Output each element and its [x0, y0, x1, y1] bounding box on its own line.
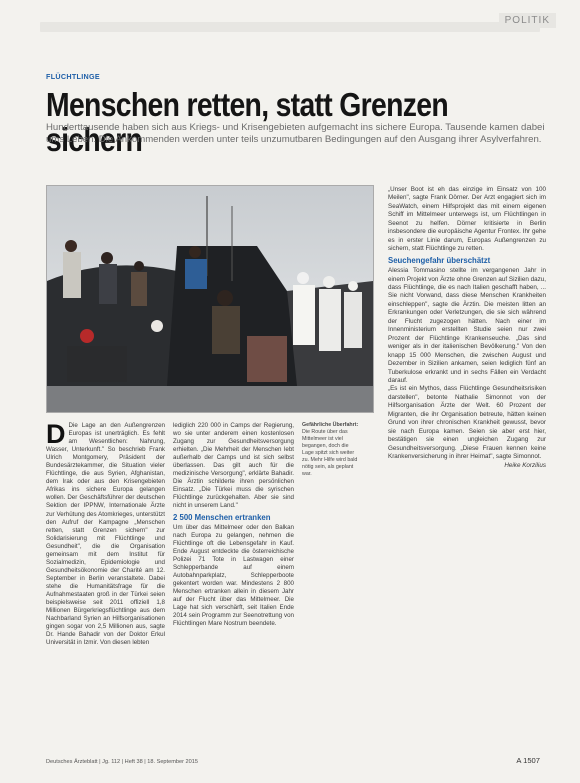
- column-2-subhead: 2 500 Menschen ertranken: [173, 512, 271, 522]
- byline: Heike Korzilius: [504, 461, 546, 469]
- top-bar: [40, 22, 540, 32]
- kicker: FLÜCHTLINGE: [46, 72, 101, 81]
- column-2: [173, 422, 294, 628]
- column-3-para-2: Alessia Tommasino stellte im vergangenen Jahr in einem Projekt von Ärzte ohne Grenzen auf Sizilien dazu, dass Flüchtlinge, die es nach Italien geschafft haben, ... Sie nicht Vorwand, dass diese Menschen Krankheiten einschleppen", sagte die Ärztin. Die meisten litten an Erkrankungen oder Verletzungen, die sie sich während der Flucht zugezogen hätten. Nach einer im Innenministerium erstellten Studie seien nur zwei Prozent der Flüchtlinge Krankenseuche. „Das sind weniger als in der italienischen Bevölkerung." Von den knapp 15 000 Menschen, die zwischen August und Dezember in Sizilien ankamen, seien lediglich fünf an Tuberkulose erkrankt und in sechs Fällen ein Verdacht darauf.: [388, 267, 546, 384]
- column-1: [46, 419, 165, 647]
- column-3-subhead: Seuchengefahr überschätzt: [388, 255, 491, 265]
- photo-caption-title: Gefährliche Überfahrt:: [302, 422, 359, 428]
- column-2-text-b: Um über das Mittelmeer oder den Balkan nach Europa zu gelangen, nehmen die Flüchtlinge oft die Lebensgefahr in Kauf. Ende August entdeckte die österreichische Polizei 71 Tote in Lastwagen einer Schlepperbande auf einem Autobahnparkplatz, Schlepperboote gekentert worden war. Mindestens 2 800 Menschen ertranken allein in diesem Jahr auf der Flucht über das Mittelmeer. Die Lage hat sich verschärft, seit Italien Ende 2014 sein Programm zur Seenotrettung von Flüchtlingen Mare Nostrum beendete.: [173, 523, 294, 628]
- column-3-para-3: „Es ist ein Mythos, dass Flüchtlinge Gesundheitsrisiken darstellen", betonte Nathalie Simonnot von der Hilfsorganisation Ärzte der Welt. 60 Prozent der Migranten, die ihr Organisation betreute, hätten keinen Grund von ihrer chronischen Krankheit gewusst, bevor sie nach Europa kamen. Seien sie aber erst hier, bestätigen sie einen ungleichen Zugang zur Gesundheitsversorgung. „Diese Frauen kennen keine Krankenversicherung in ihrer Heimat", sagte Simonnot.: [388, 385, 546, 461]
- column-2-text: lediglich 220 000 in Camps der Regierung, wo sie unter anderem einen kostenlosen Zugang zur Gesundheitsversorgung erhielten. „Die Mehrheit der Menschen lebt außerhalb der Camps und ist sich selbst überlassen. Das gilt auch für die medizinische Versorgung", erklärte Bahadir. Die Ärztin schilderte ihren persönlichen Einsatz. „Die Türkei muss die syrischen Flüchtlinge zurückgehalten. Aber sie sind nicht in unserem Land.": [173, 422, 294, 510]
- page-number: A 1507: [516, 756, 540, 765]
- footer: Deutsches Ärzteblatt | Jg. 112 | Heft 38 | 18. September 2015: [46, 759, 198, 765]
- drop-cap: D: [46, 419, 66, 449]
- photo-caption-text: Die Route über das Mittelmeer ist viel begangen, doch die Lage spitzt sich weiter zu. Mehr Hilfe wird bald nötig sein, als geplant war.: [302, 429, 358, 477]
- headline: Menschen retten, statt Grenzen sichern: [46, 86, 449, 158]
- photo-caption: [302, 422, 360, 478]
- lead-paragraph: Hunderttausende haben sich aus Kriegs- und Krisengebieten aufgemacht ins sichere Europa. Tausende kamen dabei ums Leben. Die Ankommenden werden unter teils unzumutbaren Bedingungen auf den Ausgang ihrer Asylverfahren.: [46, 122, 545, 146]
- column-1-text: Die Lage an den Außengrenzen Europas ist unerträglich. Es fehlt am Wesentlichen: Nahrung, Wasser, Unterkunft." So beschrieb Frank Ulrich Montgomery, Präsident der Bundesärztekammer, die Situation vieler Flüchtlinge, die aus Syrien, Afghanistan, dem Irak oder aus den Krisengebieten Afrikas ins sichere Europa gelangen wollen. Der Geschäftsführer der deutschen Sektion der IPPNW, Internationale Ärzte zur Verhütung des Atomkrieges, unterstützt den Aufruf der Kampagne „Menschen retten, statt Grenzen sichern" zur Solidarisierung mit Flüchtlinge und Gesundheit", die die Organisation gemeinsam mit dem Institut für Sozialmedizin, Epidemiologie und Gesundheitsökonomie der Charité am 12. September in Berlin veranstaltete. Dabei stehe die Humanitätsfrage für die Aufnahmestaaten groß in der Türkei seien beispielsweise seit 2011 offiziell 1,8 Millionen Bürgerkriegsflüchtlinge aus dem Nachbarland Syrien an Hilfsorganisationen gingen sogar von 2,5 Millionen aus, sagte Dr. Hande Bahadir von der Doktor Erkul Universität in Izmir. Von diesen lebten: [46, 422, 165, 647]
- column-3-para-1: „Unser Boot ist eh das einzige im Einsatz von 100 Meilen", sagte Frank Dörner. Der Arzt engagiert sich im SeaWatch, einem Hilfsprojekt das mit einem eigenen Schiff im Mittelmeer unterwegs ist, um Flüchtlingen in Seenot zu helfen. Dörner kritisierte in Berlin insbesondere die europäische Agentur Frontex. Ihr gehe es in erster Linie darum, Europas Außengrenzen zu sichern, statt Flüchtlinge zu retten.: [388, 186, 546, 253]
- refugee-boat-photo: [46, 185, 374, 413]
- column-3: [388, 186, 546, 470]
- section-label: POLITIK: [499, 13, 556, 28]
